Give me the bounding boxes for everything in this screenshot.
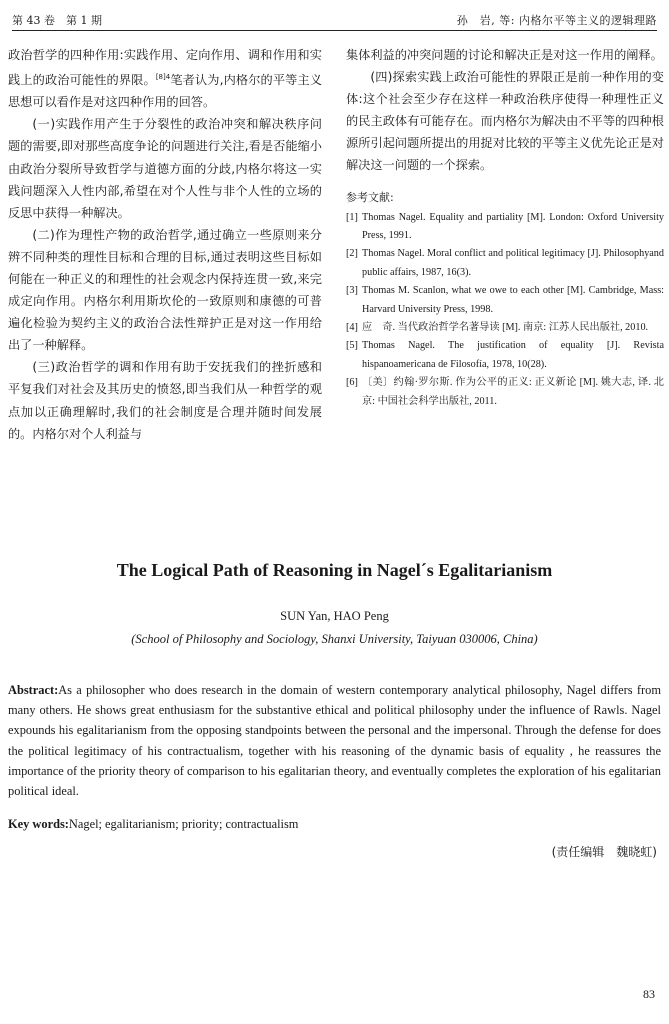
- page-number: 83: [643, 987, 655, 1001]
- editor-credit: (责任编辑 魏晓虹): [551, 845, 657, 859]
- running-header: [12, 10, 657, 31]
- english-keywords: [8, 817, 661, 832]
- reference-item: [1] Thomas Nagel. Equality and partiality [M]. London: Oxford University Press, 1991.: [346, 211, 664, 241]
- english-authors: SUN Yan, HAO Peng: [280, 609, 389, 623]
- references-heading: 参考文献:: [346, 190, 394, 204]
- header-volume: 第 43 卷 第 1 期: [12, 14, 102, 27]
- keywords-text: Nagel; egalitarianism; priority; contractualism: [68, 817, 299, 831]
- reference-item: [5] Thomas Nagel. The justification of equality [J]. Revista hispanoamericana de Filosofía, 1978, 10(28).: [346, 340, 664, 370]
- paragraph: (三)政治哲学的调和作用有助于安抚我们的挫折感和平复我们对社会及其历史的愤怒,即当我们从一种哲学的观点加以正确理解时,我们的社会制度是合理并随时间发展的。内格尔对个人利益与: [8, 360, 322, 441]
- abstract-text: As a philosopher who does research in the domain of western contemporary analytical philosophy, Nagel differs from many others. He shows great enthusiasm for the substantive ethical and political philosophy under the influence of Rawls. Nagel expounds his egalitarianism from the opposing standpoints between the personal and the impersonal. Through the defense for does the political legitimacy of his contractualism, together with his reasoning of the dynamic basis of equality , he reassures the importance of the priority theory of comparison to his egalitarian theory, and eventually completes the exploration of his egalitarian political ideal.: [8, 683, 661, 799]
- paragraph: (四)探索实践上政治可能性的界限正是前一种作用的变体:这个社会至少存在这样一种政治秩序使得一种理性正义的民主政体有可能存在。而内格尔为解决由不平等的四种根源所引起问题所提出的用捉对比较的平等主义优先论正是对解决这一问题的一个探索。: [346, 70, 664, 173]
- english-abstract: [8, 680, 661, 801]
- reference-item: [4] 应 奇. 当代政治哲学名著导读 [M]. 南京: 江苏人民出版社, 2010.: [346, 322, 649, 333]
- english-affiliation: (School of Philosophy and Sociology, Shanxi University, Taiyuan 030006, China): [131, 632, 538, 646]
- abstract-label: Abstract:: [8, 683, 59, 697]
- paragraph: (一)实践作用产生于分裂性的政治冲突和解决秩序问题的需要,即对那些高度争论的问题进行关注,看是否能缩小由政治分裂所导致哲学与道德方面的分歧,内格尔将这一实践问题深入人性内部,希望在对个人性与非个人性的立场的反思中获得一种解决。: [8, 117, 322, 220]
- reference-item: [6] 〔美〕约翰·罗尔斯. 作为公平的正义: 正义新论 [M]. 姚大志, 译. 北京: 中国社会科学出版社, 2011.: [346, 377, 664, 407]
- english-title: The Logical Path of Reasoning in Nagel´s Egalitarianism: [116, 560, 553, 580]
- paragraph: 政治哲学的四种作用:实践作用、定向作用、调和作用和实践上的政治可能性的界限。$^{[8]4}$笔者认为,内格尔的平等主义思想可以看作是对这四种作用的回答。: [8, 48, 323, 110]
- left-column: [8, 44, 322, 445]
- reference-list: [346, 209, 664, 411]
- reference-item: [2] Thomas Nagel. Moral conflict and political legitimacy [J]. Philosophyand public affairs, 1987, 16(3).: [346, 248, 664, 278]
- reference-item: [3] Thomas M. Scanlon, what we owe to each other [M]. Cambridge, Mass: Harvard University Press, 1998.: [346, 285, 664, 315]
- paragraph: 集体利益的冲突问题的讨论和解决正是对这一作用的阐释。: [346, 48, 663, 62]
- keywords-label: Key words:: [8, 817, 69, 831]
- paragraph: (二)作为理性产物的政治哲学,通过确立一些原则来分辨不同种类的理性目标和合理的目标,通过表明这些目标如何能在一种正义的和理性的社会观念内保持连贯一致,来完成定向作用。内格尔利用斯坎伦的一致原则和康德的可普遍化检验为契约主义的政治合法性辩护正是对这一作用给出了一种解释。: [8, 227, 322, 353]
- header-article: 孙 岩, 等: 内格尔平等主义的逻辑理路: [456, 14, 657, 27]
- right-column: [346, 44, 664, 411]
